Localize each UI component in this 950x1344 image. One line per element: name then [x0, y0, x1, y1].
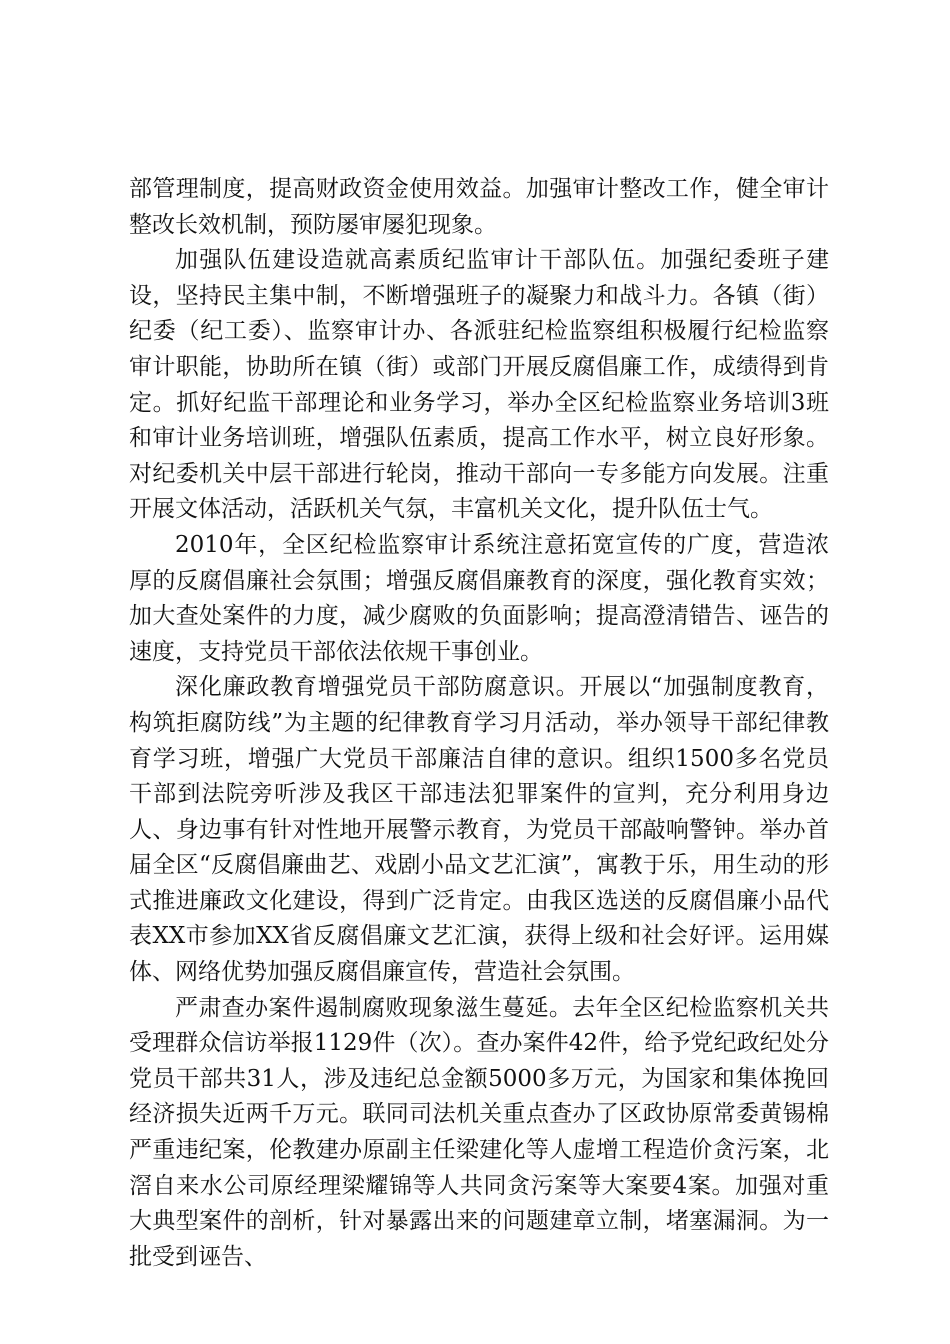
paragraph-2: 加强队伍建设造就高素质纪监审计干部队伍。加强纪委班子建设，坚持民主集中制，不断增强班子的凝聚力和战斗力。各镇（街）纪委（纪工委）、监察审计办、各派驻纪检监察组积极履行纪检监察审计职能，协助所在镇（街）或部门开展反腐倡廉工作，成绩得到肯定。抓好纪监干部理论和业务学习，举办全区纪检监察业务培训3班和审计业务培训班，增强队伍素质，提高工作水平，树立良好形象。对纪委机关中层干部进行轮岗，推动干部向一专多能方向发展。注重开展文体活动，活跃机关气氛，丰富机关文化，提升队伍士气。: [129, 247, 829, 523]
paragraph-5: 严肃查办案件遏制腐败现象滋生蔓延。去年全区纪检监察机关共受理群众信访举报1129件（次）。查办案件42件，给予党纪政纪处分党员干部共31人，涉及违纪总金额5000多万元，为国家和集体挽回经济损失近两千万元。联同司法机关重点查办了区政协原常委黄锡棉严重违纪案，伦教建办原副主任梁建化等人虚增工程造价贪污案，北滘自来水公司原经理梁耀锦等人共同贪污案等大案要4案。加强对重大典型案件的剖析，针对暴露出来的问题建章立制，堵塞漏洞。为一批受到诬告、: [129, 994, 829, 1270]
paragraph-3: 2010年，全区纪检监察审计系统注意拓宽宣传的广度，营造浓厚的反腐倡廉社会氛围；增强反腐倡廉教育的深度，强化教育实效；加大查处案件的力度，减少腐败的负面影响；提高澄清错告、诬告的速度，支持党员干部依法依规干事创业。: [129, 531, 829, 665]
paragraph-1: 部管理制度，提高财政资金使用效益。加强审计整改工作，健全审计整改长效机制，预防屡审屡犯现象。: [129, 176, 829, 238]
paragraph-4: 深化廉政教育增强党员干部防腐意识。开展以“加强制度教育，构筑拒腐防线”为主题的纪律教育学习月活动，举办领导干部纪律教育学习班，增强广大党员干部廉洁自律的意识。组织1500多名党员干部到法院旁听涉及我区干部违法犯罪案件的宣判，充分利用身边人、身边事有针对性地开展警示教育，为党员干部敲响警钟。举办首届全区“反腐倡廉曲艺、戏剧小品文艺汇演”，寓教于乐，用生动的形式推进廉政文化建设，得到广泛肯定。由我区选送的反腐倡廉小品代表XX市参加XX省反腐倡廉文艺汇演，获得上级和社会好评。运用媒体、网络优势加强反腐倡廉宣传，营造社会氛围。: [129, 674, 829, 986]
document-body: [129, 172, 829, 1275]
